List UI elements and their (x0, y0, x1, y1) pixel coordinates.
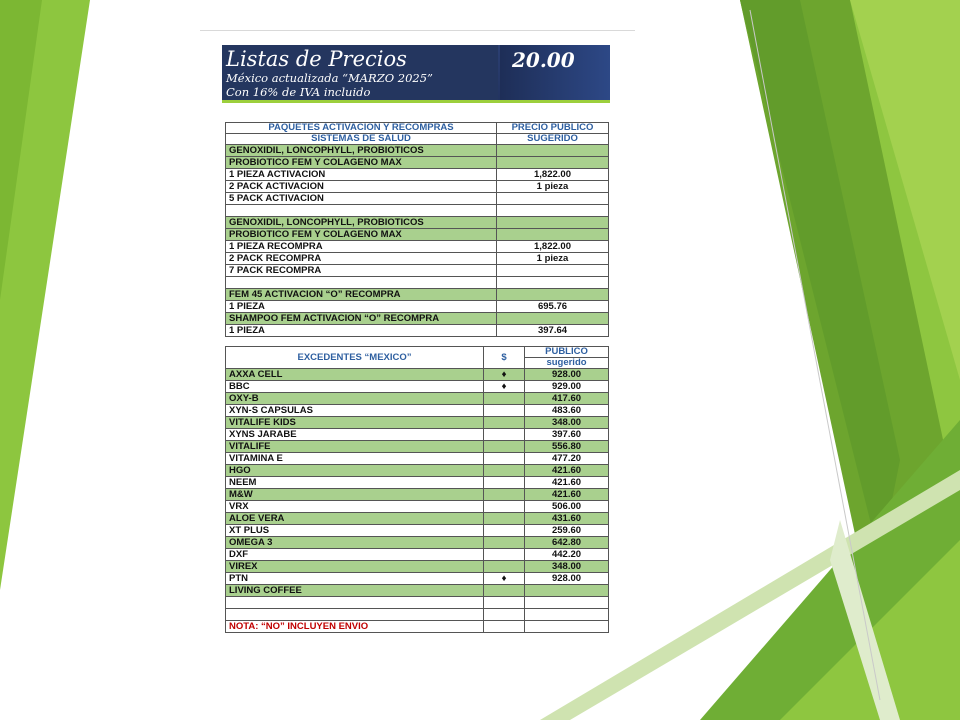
row-product: XT PLUS (226, 525, 484, 537)
table-row (226, 369, 609, 381)
row-price: 1 pieza (497, 181, 609, 193)
row-price (525, 597, 609, 609)
table-row (226, 157, 609, 169)
row-product: ALOE VERA (226, 513, 484, 525)
row-product: VIREX (226, 561, 484, 573)
row-label: 1 PIEZA ACTIVACION (226, 169, 497, 181)
row-price: 556.80 (525, 441, 609, 453)
row-mark (484, 585, 525, 597)
table-row (226, 549, 609, 561)
table-row (226, 573, 609, 585)
row-mark (484, 525, 525, 537)
row-price (497, 289, 609, 301)
table-row (226, 169, 609, 181)
table-row (226, 441, 609, 453)
row-label: PROBIOTICO FEM Y COLAGENO MAX (226, 157, 497, 169)
banner-title: Listas de Precios (226, 47, 407, 71)
surplus-table-body (226, 369, 609, 621)
note-empty-cell (525, 621, 609, 633)
activation-table-body (226, 145, 609, 337)
table-row (226, 489, 609, 501)
row-label: GENOXIDIL, LONCOPHYLL, PROBIOTICOS (226, 145, 497, 157)
table-row (226, 193, 609, 205)
banner-price: 20.00 (512, 48, 575, 72)
row-price: 483.60 (525, 405, 609, 417)
row-label: 1 PIEZA (226, 301, 497, 313)
table-row (226, 313, 609, 325)
row-product: AXXA CELL (226, 369, 484, 381)
header-cell-right: PRECIO PUBLICO (497, 123, 609, 134)
note-cell: NOTA: “NO” INCLUYEN ENVIO (226, 621, 484, 633)
row-product: VITAMINA E (226, 453, 484, 465)
table-row (226, 325, 609, 337)
row-mark (484, 393, 525, 405)
row-price: 929.00 (525, 381, 609, 393)
row-mark (484, 417, 525, 429)
row-price: 1 pieza (497, 253, 609, 265)
table-row (226, 537, 609, 549)
table-row (226, 609, 609, 621)
table-header-row (226, 347, 609, 358)
table-row (226, 253, 609, 265)
row-price: 421.60 (525, 465, 609, 477)
row-price: 1,822.00 (497, 169, 609, 181)
row-price: 417.60 (525, 393, 609, 405)
row-mark: ♦ (484, 573, 525, 585)
header-cell-mid: $ (484, 347, 525, 369)
table-row (226, 405, 609, 417)
table-row (226, 561, 609, 573)
header-cell-right: SUGERIDO (497, 134, 609, 145)
row-price (525, 585, 609, 597)
row-price: 506.00 (525, 501, 609, 513)
row-product: LIVING COFFEE (226, 585, 484, 597)
header-cell-right: sugerido (525, 358, 609, 369)
row-price (497, 157, 609, 169)
row-mark (484, 465, 525, 477)
row-price: 442.20 (525, 549, 609, 561)
row-label: 2 PACK ACTIVACION (226, 181, 497, 193)
top-divider (200, 30, 635, 31)
table-row (226, 429, 609, 441)
row-label: 1 PIEZA RECOMPRA (226, 241, 497, 253)
table-row (226, 301, 609, 313)
row-label: FEM 45 ACTIVACION “O” RECOMPRA (226, 289, 497, 301)
row-price (497, 145, 609, 157)
table-row (226, 205, 609, 217)
row-product: VITALIFE (226, 441, 484, 453)
row-price (497, 229, 609, 241)
row-price: 259.60 (525, 525, 609, 537)
row-price: 928.00 (525, 369, 609, 381)
table-row (226, 477, 609, 489)
row-price (497, 277, 609, 289)
note-empty-cell (484, 621, 525, 633)
header-cell-right: PUBLICO (525, 347, 609, 358)
header-cell-left: PAQUETES ACTIVACION Y RECOMPRAS (226, 123, 497, 134)
row-price (525, 609, 609, 621)
row-price (497, 205, 609, 217)
row-price: 695.76 (497, 301, 609, 313)
row-price (497, 217, 609, 229)
table-row (226, 241, 609, 253)
row-product: OXY-B (226, 393, 484, 405)
row-label: 1 PIEZA (226, 325, 497, 337)
row-label (226, 277, 497, 289)
row-price: 421.60 (525, 489, 609, 501)
row-price: 421.60 (525, 477, 609, 489)
activation-packages-table (225, 122, 609, 337)
row-product: BBC (226, 381, 484, 393)
table-row (226, 181, 609, 193)
row-price: 348.00 (525, 417, 609, 429)
row-price: 431.60 (525, 513, 609, 525)
row-product: OMEGA 3 (226, 537, 484, 549)
row-label: 5 PACK ACTIVACION (226, 193, 497, 205)
row-mark (484, 429, 525, 441)
row-price: 397.64 (497, 325, 609, 337)
row-product: M&W (226, 489, 484, 501)
surplus-products-table (225, 346, 609, 633)
row-product: VRX (226, 501, 484, 513)
row-label: GENOXIDIL, LONCOPHYLL, PROBIOTICOS (226, 217, 497, 229)
table-row (226, 513, 609, 525)
table-row (226, 217, 609, 229)
row-mark (484, 609, 525, 621)
row-price (497, 193, 609, 205)
row-mark (484, 489, 525, 501)
row-mark (484, 549, 525, 561)
row-label: 2 PACK RECOMPRA (226, 253, 497, 265)
row-label: SHAMPOO FEM ACTIVACION “O” RECOMPRA (226, 313, 497, 325)
row-product (226, 609, 484, 621)
row-product: DXF (226, 549, 484, 561)
table-row (226, 289, 609, 301)
row-price: 477.20 (525, 453, 609, 465)
row-product: VITALIFE KIDS (226, 417, 484, 429)
row-mark (484, 501, 525, 513)
row-product: NEEM (226, 477, 484, 489)
banner-subtitle (226, 71, 433, 99)
row-price (497, 265, 609, 277)
row-product: XYNS JARABE (226, 429, 484, 441)
row-product: HGO (226, 465, 484, 477)
header-cell-left: EXCEDENTES “MEXICO” (226, 347, 484, 369)
row-mark (484, 597, 525, 609)
row-price: 642.80 (525, 537, 609, 549)
row-mark (484, 441, 525, 453)
banner-subtitle-line1: México actualizada “MARZO 2025” (226, 71, 433, 85)
table-row (226, 229, 609, 241)
table-row (226, 585, 609, 597)
banner-green-bar (222, 100, 610, 103)
table-row (226, 393, 609, 405)
table-row (226, 265, 609, 277)
header-cell-left: SISTEMAS DE SALUD (226, 134, 497, 145)
row-mark: ♦ (484, 369, 525, 381)
row-price: 1,822.00 (497, 241, 609, 253)
row-mark (484, 537, 525, 549)
row-price (497, 313, 609, 325)
table-row (226, 525, 609, 537)
banner-subtitle-line2: Con 16% de IVA incluido (226, 85, 371, 99)
price-list-banner (222, 45, 610, 103)
table-header-row (226, 123, 609, 134)
row-product: PTN (226, 573, 484, 585)
row-label (226, 205, 497, 217)
table-row (226, 465, 609, 477)
row-mark (484, 561, 525, 573)
row-mark: ♦ (484, 381, 525, 393)
row-price: 397.60 (525, 429, 609, 441)
table-row (226, 277, 609, 289)
table-header-row (226, 134, 609, 145)
row-price: 928.00 (525, 573, 609, 585)
row-product (226, 597, 484, 609)
row-price: 348.00 (525, 561, 609, 573)
table-row (226, 417, 609, 429)
row-mark (484, 513, 525, 525)
table-row (226, 381, 609, 393)
row-mark (484, 405, 525, 417)
row-label: PROBIOTICO FEM Y COLAGENO MAX (226, 229, 497, 241)
row-label: 7 PACK RECOMPRA (226, 265, 497, 277)
table-row (226, 597, 609, 609)
note-row (226, 621, 609, 633)
row-mark (484, 453, 525, 465)
table-row (226, 453, 609, 465)
table-row (226, 501, 609, 513)
row-product: XYN-S CAPSULAS (226, 405, 484, 417)
table-row (226, 145, 609, 157)
row-mark (484, 477, 525, 489)
